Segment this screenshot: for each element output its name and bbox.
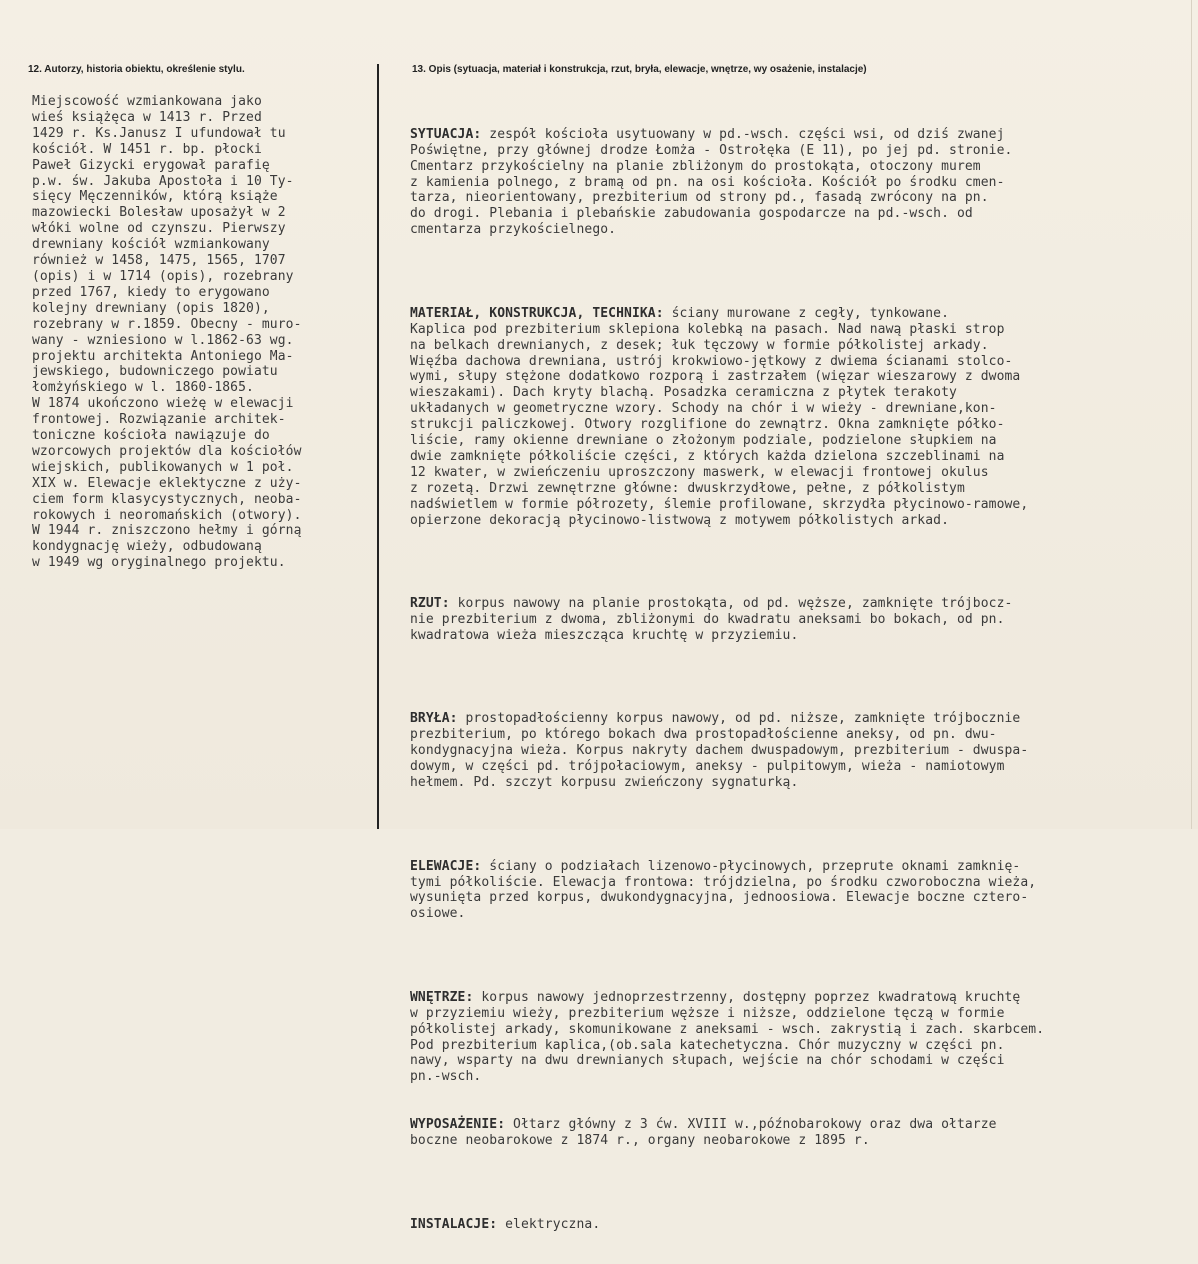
elewacje-label: ELEWACJE: bbox=[410, 858, 482, 874]
history-text: Miejscowość wzmiankowana jako wieś książęca w 1413 r. Przed 1429 r. Ks.Janusz I ufundował tu kościół. W 1451 r. bp. płocki Paweł Gizycki erygował parafię p.w. św. Jakuba Apostoła i 10 Ty- sięcy Męczenników, którą książe mazowiecki Bolesław uposażył w 2 włóki wolne od czynszu. Pierwszy drewniany kościół wzmiankowany również w 1458, 1475, 1565, 1707 (opis) i w 1714 (opis), rozebrany przed 1767, kiedy to erygowano kolejny drewniany (opis 1820), rozebrany w r.1859. Obecny - muro- wany - wzniesiono w l.1862-63 wg. projektu architekta Antoniego Ma- jewskiego, budowniczego powiatu łomżyńskiego w l. 1860-1865. W 1874 ukończono wieżę w elewacji frontowej. Rozwiązanie architek- toniczne kościoła nawiązuje do wzorcowych projektów dla kościołów wiejskich, publikowanych w 1 poł. XIX w. Elewacje eklektyczne z uży- ciem form klasycystycznych, neoba- rokowych i neoromańskich (otwory). W 1944 r. zniszczono hełmy i górną kondygnację wieży, odbudowaną w 1949 wg oryginalnego projektu. bbox=[32, 94, 302, 571]
card-edge bbox=[1191, 0, 1192, 829]
instalacje-text: elektryczna. bbox=[497, 1216, 601, 1232]
instalacje-label: INSTALACJE: bbox=[410, 1216, 498, 1232]
section-instalacje bbox=[410, 1217, 1190, 1233]
rzut-text: korpus nawowy na planie prostokąta, od pd. węższe, zamknięte trójbocz- nie prezbiterium z dwoma, zbliżonymi do kwadratu aneksami bo bokach, od pn. kwadratowa wieża mieszcząca kruchtę w przyziemiu. bbox=[410, 596, 1013, 643]
sytuacja-text: zespół kościoła usytuowany w pd.-wsch. części wsi, od dziś zwanej Poświętne, przy głównej drodze Łomża - Ostrołęka (E 11), po jej pd. stronie. Cmentarz przykościelny na planie zbliżonym do prostokąta, otoczony murem z kamienia polnego, z bramą od pn. na osi kościoła. Kościół po środku cmen- tarza, nieorientowany, prezbiterium od strony pd., fasadą zwrócony na pn. do drogi. Plebania i plebańskie zabudowania gospodarcze na pd.-wsch. od cmentarza przykościelnego. bbox=[410, 126, 1013, 238]
section-elewacje bbox=[410, 859, 1190, 923]
wyposazenie-label: WYPOSAŻENIE: bbox=[410, 1117, 506, 1133]
section-material bbox=[410, 306, 1190, 529]
elewacje-text: ściany o podziałach lizenowo-płycinowych, przeprute oknami zamknię- tymi półkoliście. Elewacja frontowa: trójdzielna, po środku czworoboczna wieża, wysunięta przed korpus, dwukondygnacyjna, jednoosiowa. Elewacje boczne cztero- osiowe. bbox=[410, 858, 1037, 922]
section-wnetrze bbox=[410, 990, 1190, 1085]
wnetrze-text: korpus nawowy jednoprzestrzenny, dostępny poprzez kwadratową kruchtę w przyziemiu wieży, prezbiterium węższe i niższe, oddzielone tęczą w formie półkolistej arkady, skomunikowane z aneksami - wsch. zakrystią i zach. skarbcem. Pod prezbiterium kaplica,(ob.sala katechetyczna. Chór muzyczny w części pn. nawy, wsparty na dwu drewnianych słupach, wejście na chór schodami w części pn.-wsch. bbox=[410, 989, 1045, 1085]
wnetrze-label: WNĘTRZE: bbox=[410, 989, 474, 1005]
bryla-text: prostopadłościenny korpus nawowy, od pd. niższe, zamknięte trójbocznie prezbiterium, po którego bokach dwa prostopadłościenne aneksy, od pn. dwu- kondygnacyjna wieża. Korpus nakryty dachem dwuspadowym, prezbiterium - dwuspa- dowym, w części pd. trójpołaciowym, aneksy - pulpitowym, wieża - namiotowym hełmem. Pd. szczyt korpusu zwieńczony sygnaturką. bbox=[410, 711, 1029, 791]
column-divider bbox=[377, 64, 379, 829]
rzut-label: RZUT: bbox=[410, 596, 450, 612]
description-header: 13. Opis (sytuacja, materiał i konstrukcja, rzut, bryła, elewacje, wnętrze, wy osażenie, instalacje) bbox=[412, 64, 867, 75]
description-text bbox=[410, 95, 1190, 1264]
wyposazenie-text: Ołtarz główny z 3 ćw. XVIII w.,późnobarokowy oraz dwa ołtarze boczne neobarokowe z 1874 r., organy neobarokowe z 1895 r. bbox=[410, 1117, 997, 1148]
bryla-label: BRYŁA: bbox=[410, 711, 458, 727]
material-text: ściany murowane z cegły, tynkowane. Kaplica pod prezbiterium sklepiona kolebką na pasach. Nad nawą płaski strop na belkach drewnianych, z desek; łuk tęczowy w formie półkolistej arkady. Więźba dachowa drewniana, ustrój krokwiowo-jętkowy z dwiema ścianami stolco- wymi, słupy stężone dodatkowo rozporą i zastrzałem (więzar wieszarowy z dwoma wieszakami). Dach kryty blachą. Posadzka ceramiczna z płytek terakoty układanych w geometryczne wzory. Schody na chór i w wieży - drewniane,kon- strukcji paliczkowej. Otwory rozglifione do zewnątrz. Okna zamknięte półko- liście, ramy okienne drewniane o złożonym podziale, podzielone słupkiem na dwie zamknięte półkoliście części, z których każda dzielona szczeblinami na 12 kwater, w zwieńczeniu uproszczony maswerk, w elewacji frontowej okulus z rozetą. Drzwi zewnętrzne główne: dwuskrzydłowe, pełne, z półkolistym nadświetlem w formie półrozety, ślemie profilowane, skrzydła płycinowo-ramowe, opierzone dekoracją płycinowo-listwową z motywem półkolistych arkad. bbox=[410, 305, 1029, 528]
material-label: MATERIAŁ, KONSTRUKCJA, TECHNIKA: bbox=[410, 305, 664, 321]
section-sytuacja bbox=[410, 127, 1190, 238]
section-bryla bbox=[410, 711, 1190, 791]
section-rzut bbox=[410, 596, 1190, 644]
sytuacja-label: SYTUACJA: bbox=[410, 126, 482, 142]
history-header: 12. Autorzy, historia obiektu, określenie stylu. bbox=[28, 64, 245, 75]
section-wyposazenie bbox=[410, 1117, 1190, 1149]
